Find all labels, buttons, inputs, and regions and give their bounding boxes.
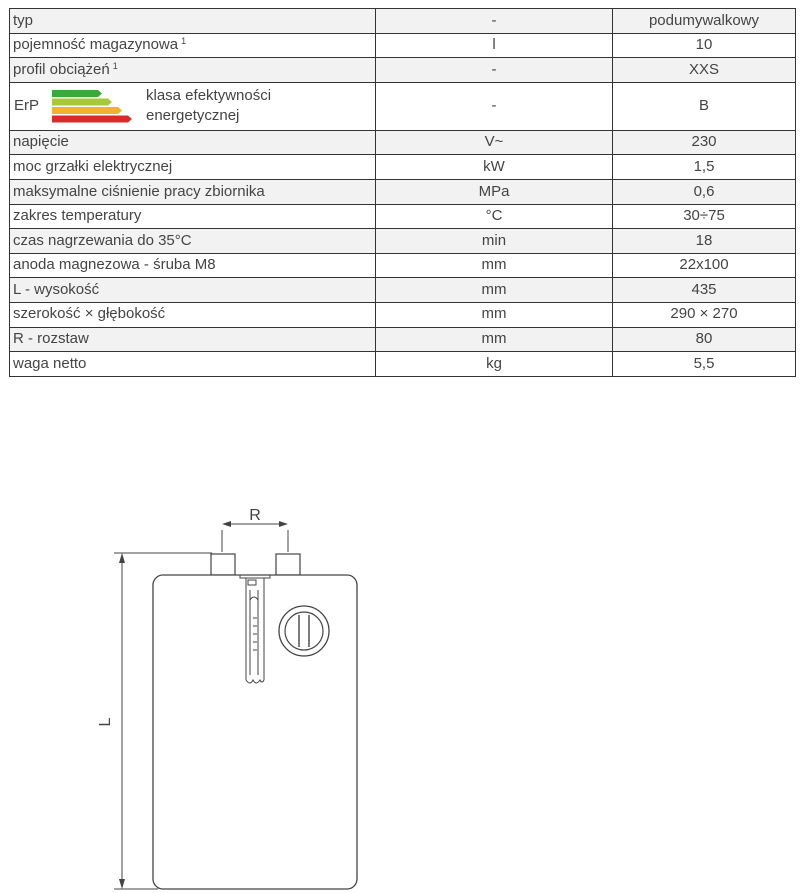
param-label-cell	[10, 33, 376, 58]
param-label-cell	[10, 9, 376, 34]
table-row	[10, 179, 796, 204]
param-unit: MPa	[376, 179, 613, 204]
energy-class-bar	[52, 115, 132, 122]
table-row	[10, 130, 796, 155]
param-label: typ	[13, 11, 34, 29]
param-unit: °C	[376, 204, 613, 229]
erp-prefix: ErP	[14, 96, 40, 114]
param-value: 290 × 270	[613, 302, 796, 327]
param-label-cell	[10, 58, 376, 83]
param-value: 22x100	[613, 253, 796, 278]
table-row	[10, 278, 796, 303]
param-unit: min	[376, 229, 613, 254]
param-label: R - rozstaw	[13, 330, 89, 348]
param-label-cell	[10, 327, 376, 352]
energy-class-bar	[52, 107, 122, 114]
param-label: L - wysokość	[13, 280, 100, 298]
spec-table	[9, 8, 796, 377]
footnote-marker: 1	[112, 60, 118, 71]
energy-class-icon	[52, 90, 136, 124]
param-label: waga netto	[13, 354, 87, 372]
table-row	[10, 58, 796, 83]
param-unit: mm	[376, 327, 613, 352]
table-row	[10, 352, 796, 377]
param-label: czas nagrzewania do 35°C	[13, 231, 192, 249]
param-unit: mm	[376, 253, 613, 278]
param-label: profil obciążeń	[13, 60, 110, 78]
param-value: podumywalkowy	[613, 9, 796, 34]
param-value: B	[613, 82, 796, 130]
param-label-cell	[10, 302, 376, 327]
param-value: 1,5	[613, 155, 796, 180]
param-label: maksymalne ciśnienie pracy zbiornika	[13, 182, 265, 200]
param-unit: mm	[376, 302, 613, 327]
param-value: 5,5	[613, 352, 796, 377]
param-label-cell	[10, 130, 376, 155]
param-unit: kW	[376, 155, 613, 180]
param-unit: l	[376, 33, 613, 58]
param-value: 80	[613, 327, 796, 352]
pipe-left	[211, 554, 235, 575]
dimension-l-label: L	[97, 717, 114, 727]
param-unit: mm	[376, 278, 613, 303]
energy-class-bar	[52, 90, 102, 97]
param-label: moc grzałki elektrycznej	[13, 157, 173, 175]
param-unit: -	[376, 58, 613, 83]
param-unit: -	[376, 9, 613, 34]
table-row	[10, 302, 796, 327]
table-row	[10, 229, 796, 254]
tank-body	[153, 575, 357, 889]
table-row	[10, 9, 796, 34]
param-value: 230	[613, 130, 796, 155]
param-unit: -	[376, 82, 613, 130]
pipe-right	[276, 554, 300, 575]
erp-class-label: klasa efektywności energetycznej	[146, 86, 272, 124]
table-row	[10, 82, 796, 130]
param-value: 30÷75	[613, 204, 796, 229]
spec-table-body	[10, 9, 796, 377]
param-label-cell	[10, 204, 376, 229]
param-label-cell	[10, 278, 376, 303]
param-label-cell	[10, 253, 376, 278]
param-value: 10	[613, 33, 796, 58]
param-label-cell	[10, 352, 376, 377]
table-row	[10, 33, 796, 58]
param-value: 435	[613, 278, 796, 303]
param-label: szerokość × głębokość	[13, 305, 166, 323]
param-label-cell	[10, 179, 376, 204]
table-row	[10, 204, 796, 229]
heater-drawing	[97, 500, 370, 893]
param-unit: V~	[376, 130, 613, 155]
table-row	[10, 327, 796, 352]
dimension-r	[222, 521, 288, 552]
param-label: zakres temperatury	[13, 207, 142, 225]
param-value: 18	[613, 229, 796, 254]
energy-class-bar	[52, 98, 112, 105]
param-value: XXS	[613, 58, 796, 83]
table-row	[10, 155, 796, 180]
dimension-r-label: R	[249, 507, 261, 524]
param-label-cell	[10, 229, 376, 254]
footnote-marker: 1	[181, 36, 187, 47]
table-row	[10, 253, 796, 278]
param-label-cell	[10, 155, 376, 180]
param-label: napięcie	[13, 133, 69, 151]
param-label: pojemność magazynowa	[13, 36, 179, 54]
param-unit: kg	[376, 352, 613, 377]
param-label: anoda magnezowa - śruba M8	[13, 256, 216, 274]
param-value: 0,6	[613, 179, 796, 204]
param-label-cell	[10, 82, 376, 130]
